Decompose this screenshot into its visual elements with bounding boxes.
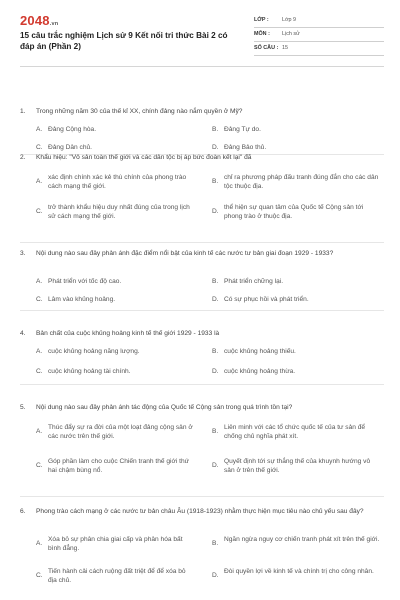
option-text: cuộc khủng hoảng thừa. bbox=[224, 368, 296, 375]
option-text: Góp phần làm cho cuộc Chiến tranh thế giới thứ hai chậm bùng nổ. bbox=[48, 458, 190, 474]
meta-value: Lịch sử bbox=[282, 30, 300, 37]
question-divider bbox=[20, 242, 384, 243]
option-a[interactable] bbox=[36, 424, 194, 442]
meta-row-subject bbox=[254, 28, 384, 42]
option-a[interactable] bbox=[36, 278, 196, 287]
option-d[interactable] bbox=[212, 204, 382, 222]
option-text: Quyết định tới sự thắng thế của khuynh hướng vô sản ở trên thế giới. bbox=[224, 458, 371, 474]
question-text: Nội dung nào sau đây phản ánh tác động của Quốc tế Cộng sản trong quá trình tồn tại? bbox=[36, 404, 293, 411]
option-text: cuộc khủng hoảng năng lượng. bbox=[48, 348, 140, 355]
option-c[interactable] bbox=[36, 568, 194, 586]
meta-table bbox=[254, 14, 384, 56]
option-a[interactable] bbox=[36, 536, 194, 554]
option-letter: C. bbox=[36, 296, 43, 303]
option-letter: A. bbox=[36, 428, 43, 435]
option-letter: D. bbox=[212, 462, 219, 469]
option-text: xác định chính xác kẻ thù chính của phong trào cách mạng thế giới. bbox=[48, 174, 187, 190]
option-letter: B. bbox=[212, 178, 219, 185]
question-number: 1. bbox=[20, 108, 26, 115]
question-divider bbox=[20, 496, 384, 497]
option-b[interactable] bbox=[212, 174, 382, 192]
option-letter: A. bbox=[36, 348, 43, 355]
option-text: Liên minh với các tổ chức quốc tế của tư sản để chống chủ nghĩa phát xít. bbox=[224, 424, 366, 440]
option-c[interactable] bbox=[36, 458, 194, 476]
option-text: trở thành khẩu hiệu duy nhất đúng của trong lịch sử cách mạng thế giới. bbox=[48, 204, 190, 220]
question-text: Nội dung nào sau đây phản ánh đặc điểm nổi bật của kinh tế các nước tư bản giai đoạn 1929 - 1933? bbox=[36, 250, 334, 257]
question-text: Bản chất của cuộc khủng hoảng kinh tế thế giới 1929 - 1933 là bbox=[36, 330, 220, 337]
document-title: 15 câu trắc nghiệm Lịch sử 9 Kết nối tri thức Bài 2 có đáp án (Phần 2) bbox=[20, 31, 228, 52]
meta-label: LỚP : bbox=[254, 16, 269, 23]
question-text: Phong trào cách mạng ở các nước tư bản châu Âu (1918-1923) nhằm thực hiện mục tiêu nào chủ yếu sau đây? bbox=[36, 508, 364, 515]
option-d[interactable] bbox=[212, 296, 382, 305]
meta-label: SỐ CÂU : bbox=[254, 44, 279, 51]
option-text: Có sự phục hồi và phát triển. bbox=[224, 296, 309, 303]
option-c[interactable] bbox=[36, 144, 196, 153]
option-letter: A. bbox=[36, 540, 43, 547]
meta-row-count bbox=[254, 42, 384, 56]
option-letter: D. bbox=[212, 208, 219, 215]
option-d[interactable] bbox=[212, 144, 382, 153]
option-letter: D. bbox=[212, 296, 219, 303]
option-text: Đảng Tự do. bbox=[224, 126, 261, 133]
option-c[interactable] bbox=[36, 368, 196, 377]
option-text: Đảng Bảo thủ. bbox=[224, 144, 267, 151]
logo-text: 2048 bbox=[20, 13, 50, 28]
option-text: chỉ ra phương pháp đấu tranh đúng đắn cho các dân tộc thuộc địa. bbox=[224, 174, 379, 190]
option-b[interactable] bbox=[212, 126, 382, 135]
option-text: thể hiện sự quan tâm của Quốc tế Cộng sản tới phong trào ở thuộc địa. bbox=[224, 204, 364, 220]
option-letter: A. bbox=[36, 178, 43, 185]
question-number: 5. bbox=[20, 404, 26, 411]
question-divider bbox=[20, 310, 384, 311]
question-divider bbox=[20, 384, 384, 385]
option-letter: A. bbox=[36, 126, 43, 133]
question-number: 3. bbox=[20, 250, 26, 257]
option-text: cuộc khủng hoảng thiếu. bbox=[224, 348, 296, 355]
site-logo[interactable] bbox=[20, 12, 58, 30]
meta-value: Lớp 9 bbox=[282, 16, 297, 23]
option-letter: C. bbox=[36, 208, 43, 215]
document-header bbox=[0, 0, 400, 62]
option-text: Phát triển chững lại. bbox=[224, 278, 284, 285]
option-a[interactable] bbox=[36, 174, 194, 192]
option-d[interactable] bbox=[212, 368, 382, 377]
option-text: Xóa bỏ sự phân chia giai cấp và phân hóa bất bình đẳng. bbox=[48, 536, 183, 552]
option-d[interactable] bbox=[212, 458, 382, 476]
option-letter: B. bbox=[212, 348, 219, 355]
option-text: Phát triển với tốc độ cao. bbox=[48, 278, 122, 285]
option-letter: A. bbox=[36, 278, 43, 285]
option-text: Đảng Cộng hòa. bbox=[48, 126, 97, 133]
option-a[interactable] bbox=[36, 348, 196, 357]
meta-value: 15 bbox=[282, 44, 288, 51]
option-text: cuộc khủng hoảng tài chính. bbox=[48, 368, 131, 375]
option-b[interactable] bbox=[212, 424, 382, 442]
option-text: Đòi quyền lợi về kinh tế và chính trị cho công nhân. bbox=[224, 568, 374, 575]
option-letter: B. bbox=[212, 126, 219, 133]
option-b[interactable] bbox=[212, 536, 382, 549]
option-letter: C. bbox=[36, 572, 43, 579]
option-d[interactable] bbox=[212, 568, 382, 581]
option-text: Ngăn ngừa nguy cơ chiến tranh phát xít trên thế giới. bbox=[224, 536, 380, 543]
option-text: Tiến hành cải cách ruộng đất triệt để để xóa bỏ địa chủ. bbox=[48, 568, 186, 584]
question-number: 6. bbox=[20, 508, 26, 515]
logo-suffix: .vn bbox=[49, 21, 59, 27]
header-divider bbox=[20, 66, 384, 67]
option-b[interactable] bbox=[212, 278, 382, 287]
option-b[interactable] bbox=[212, 348, 382, 357]
option-letter: B. bbox=[212, 428, 219, 435]
option-letter: B. bbox=[212, 278, 219, 285]
question-text: Khẩu hiệu: "Vô sản toàn thế giới và các dân tộc bị áp bức đoàn kết lại" đã bbox=[36, 154, 252, 161]
question-number: 2. bbox=[20, 154, 26, 161]
option-a[interactable] bbox=[36, 126, 196, 135]
option-c[interactable] bbox=[36, 204, 194, 222]
option-letter: D. bbox=[212, 144, 219, 151]
option-letter: B. bbox=[212, 540, 219, 547]
option-c[interactable] bbox=[36, 296, 196, 305]
option-text: Lâm vào khủng hoảng. bbox=[48, 296, 116, 303]
option-letter: C. bbox=[36, 144, 43, 151]
option-text: Đảng Dân chủ. bbox=[48, 144, 92, 151]
option-text: Thúc đẩy sự ra đời của một loạt đảng cộng sản ở các nước trên thế giới. bbox=[48, 424, 193, 440]
option-letter: D. bbox=[212, 368, 219, 375]
meta-label: MÔN : bbox=[254, 30, 270, 37]
question-number: 4. bbox=[20, 330, 26, 337]
question-text: Trong những năm 30 của thế kỉ XX, chính đảng nào nắm quyền ở Mỹ? bbox=[36, 108, 243, 115]
option-letter: D. bbox=[212, 572, 219, 579]
meta-row-class bbox=[254, 14, 384, 28]
option-letter: C. bbox=[36, 368, 43, 375]
option-letter: C. bbox=[36, 462, 43, 469]
